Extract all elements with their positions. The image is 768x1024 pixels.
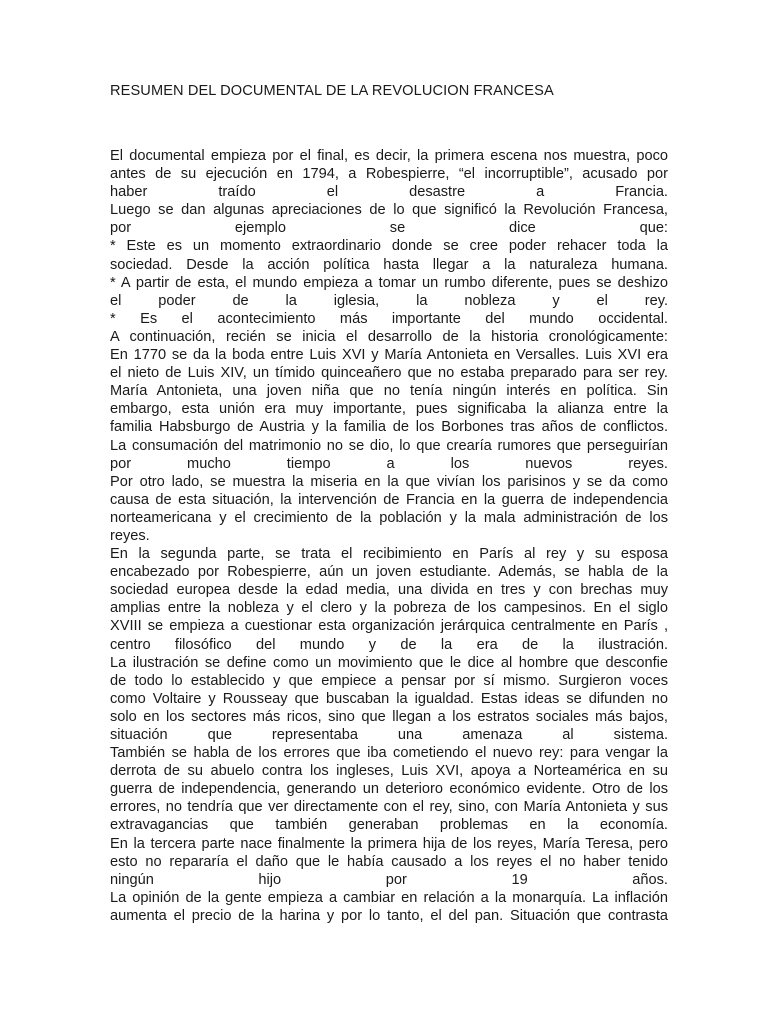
text-line: extravagancias que también generaban problemas en la economía. xyxy=(110,817,668,834)
text-line: * Este es un momento extraordinario donde se cree poder rehacer toda la xyxy=(110,238,668,255)
text-line: familia Habsburgo de Austria y la familia de los Borbones tras años de conflictos. xyxy=(110,419,668,436)
text-line: También se habla de los errores que iba cometiendo el nuevo rey: para vengar la xyxy=(110,745,668,762)
text-line: A continuación, recién se inicia el desarrollo de la historia cronológicamente: xyxy=(110,328,668,345)
text-line: En la tercera parte nace finalmente la primera hija de los reyes, María Teresa, pero xyxy=(110,835,668,852)
text-line: guerra de independencia, generando un deterioro económico evidente. Otro de los xyxy=(110,781,668,798)
text-line: esto no repararía el daño que le había causado a los reyes el no haber tenido xyxy=(110,853,668,870)
text-line: La opinión de la gente empieza a cambiar en relación a la monarquía. La inflación xyxy=(110,889,668,906)
text-line: causa de esta situación, la intervención de Francia en la guerra de independencia xyxy=(110,491,668,508)
text-line: Luego se dan algunas apreciaciones de lo que significó la Revolución Francesa, xyxy=(110,202,668,219)
text-line: amplias entre la nobleza y el clero y la pobreza de los campesinos. En el siglo xyxy=(110,600,668,617)
text-line: de todo lo establecido y que empiece a pensar por sí mismo. Surgieron voces xyxy=(110,672,668,689)
text-line: El documental empieza por el final, es decir, la primera escena nos muestra, poco xyxy=(110,148,668,164)
text-line: situación que representaba una amenaza al sistema. xyxy=(110,727,668,743)
text-line: aumenta el precio de la harina y por lo tanto, el del pan. Situación que contrasta xyxy=(110,907,668,924)
text-line: por ejemplo se dice que: xyxy=(110,220,668,237)
text-line: reyes. xyxy=(110,527,150,544)
text-line: centro filosófico del mundo y de la era de la ilustración. xyxy=(110,636,668,653)
text-line: XVIII se empieza a cuestionar esta organización jerárquica centralmente en París , xyxy=(110,618,668,635)
text-line: haber traído el desastre a Francia. xyxy=(110,184,668,201)
document-title: RESUMEN DEL DOCUMENTAL DE LA REVOLUCION FRANCESA xyxy=(110,83,554,99)
text-line: errores, no tendría que ver directamente con el rey, sino, con María Antonieta y sus xyxy=(110,799,668,816)
text-line: * A partir de esta, el mundo empieza a tomar un rumbo diferente, pues se deshizo xyxy=(110,274,668,291)
text-line: sociedad. Desde la acción política hasta llegar a la naturaleza humana. xyxy=(110,256,668,273)
text-line: sociedad europea desde la edad media, una divida en tres y con brechas muy xyxy=(110,582,668,599)
document-body xyxy=(110,147,668,925)
text-line: solo en los sectores más ricos, sino que llegan a los estratos sociales más bajos, xyxy=(110,708,668,725)
text-line: En 1770 se da la boda entre Luis XVI y María Antonieta en Versalles. Luis XVI era xyxy=(110,347,668,364)
text-line: encabezado por Robespierre, aún un joven estudiante. Además, se habla de la xyxy=(110,564,668,581)
text-line: el nieto de Luis XIV, un tímido quinceañero que no estaba preparado para ser rey. xyxy=(110,365,668,382)
text-line: ningún hijo por 19 años. xyxy=(110,871,668,888)
text-line: En la segunda parte, se trata el recibimiento en París al rey y su esposa xyxy=(110,546,668,563)
text-line: María Antonieta, una joven niña que no tenía ningún interés en política. Sin xyxy=(110,383,668,400)
text-line: antes de su ejecución en 1794, a Robespierre, “el incorruptible”, acusado por xyxy=(110,166,668,183)
text-line: La consumación del matrimonio no se dio, lo que crearía rumores que perseguirían xyxy=(110,437,668,454)
text-line: Por otro lado, se muestra la miseria en la que vivían los parisinos y se da como xyxy=(110,473,668,490)
text-line: por mucho tiempo a los nuevos reyes. xyxy=(110,455,668,472)
text-line: el poder de la iglesia, la nobleza y el rey. xyxy=(110,292,668,309)
text-line: norteamericana y el crecimiento de la población y la mala administración de los xyxy=(110,509,668,526)
text-line: como Voltaire y Rousseay que buscaban la igualdad. Estas ideas se difunden no xyxy=(110,690,668,707)
text-line: derrota de su abuelo contra los ingleses, Luis XVI, apoya a Norteamérica en su xyxy=(110,763,668,780)
text-line: embargo, esta unión era muy importante, pues significaba la alianza entre la xyxy=(110,401,668,418)
text-line: La ilustración se define como un movimiento que le dice al hombre que desconfie xyxy=(110,654,668,671)
text-line: * Es el acontecimiento más importante del mundo occidental. xyxy=(110,310,668,327)
